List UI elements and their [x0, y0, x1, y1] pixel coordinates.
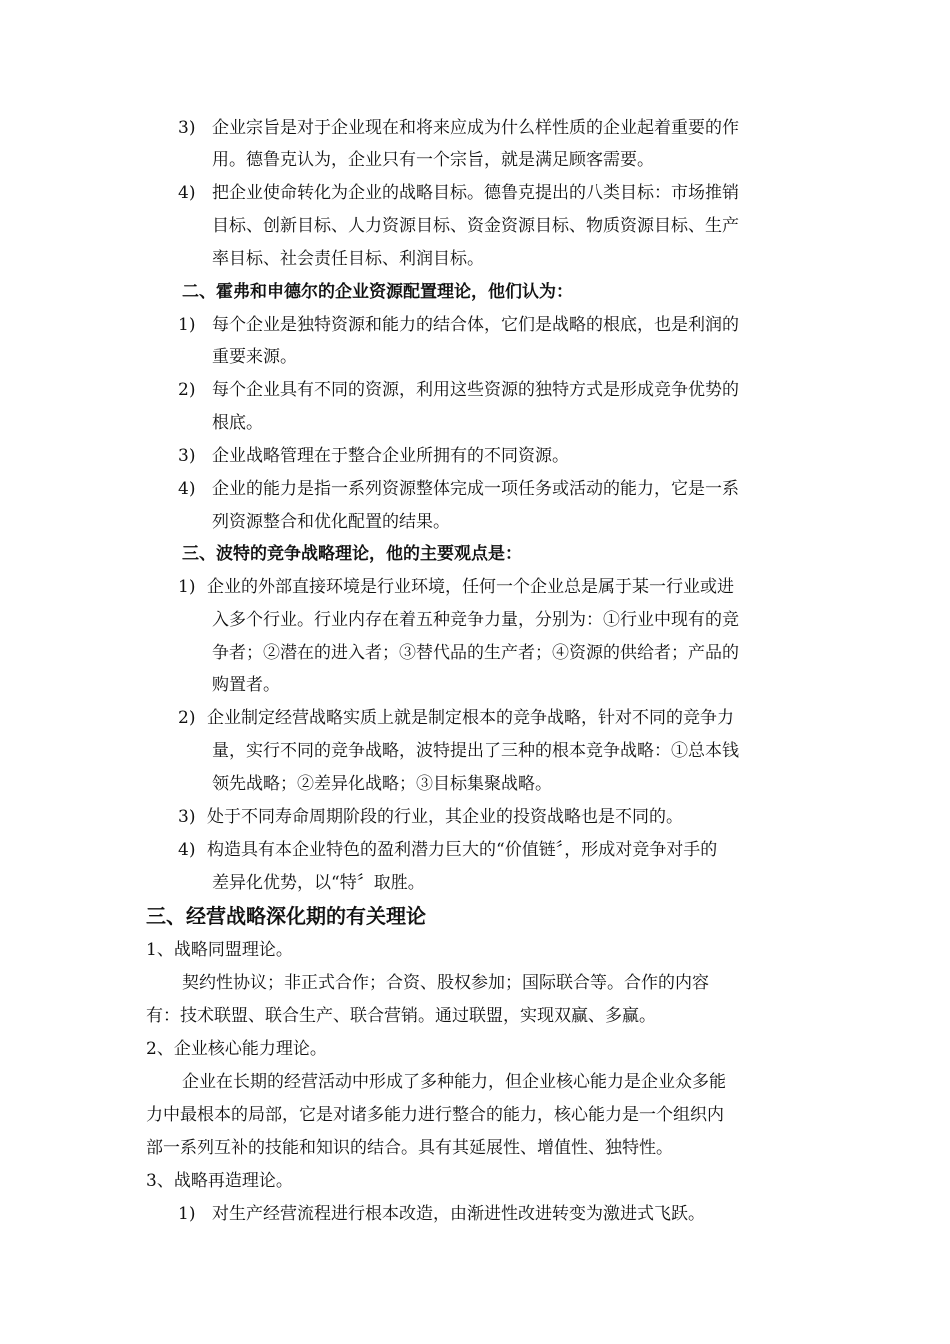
- list-number: 2): [178, 708, 196, 728]
- list-item-line: 根底。: [212, 413, 263, 433]
- list-number: 3): [178, 118, 196, 138]
- list-item-line: 企业宗旨是对于企业现在和将来应成为什么样性质的企业起着重要的作: [212, 118, 739, 138]
- list-item-line: 企业战略管理在于整合企业所拥有的不同资源。: [212, 446, 569, 466]
- section-heading: 二、霍弗和申德尔的企业资源配置理论，他们认为：: [182, 282, 573, 302]
- list-item-line: 用。德鲁克认为，企业只有一个宗旨，就是满足顾客需要。: [212, 150, 654, 170]
- list-number: 1): [178, 315, 196, 335]
- list-number: 4): [178, 183, 196, 203]
- list-number: 3): [178, 807, 196, 827]
- list-item-line: 入多个行业。行业内存在着五种竞争力量，分别为：①行业中现有的竞: [212, 610, 739, 630]
- list-number: 4): [178, 840, 196, 860]
- paragraph-line: 部一系列互补的技能和知识的结合。具有其延展性、增值性、独特性。: [146, 1138, 673, 1158]
- list-item-line: 对生产经营流程进行根本改造，由渐进性改进转变为激进式飞跃。: [212, 1204, 705, 1224]
- subsection-title: 1、战略同盟理论。: [146, 940, 293, 960]
- list-item-line: 购置者。: [212, 675, 280, 695]
- list-item-line: 领先战略；②差异化战略；③目标集聚战略。: [212, 774, 552, 794]
- list-item-line: 构造具有本企业特色的盈利潜力巨大的“价值链〞，形成对竞争对手的: [207, 840, 718, 860]
- list-number: 4): [178, 479, 196, 499]
- list-number: 2): [178, 380, 196, 400]
- list-item-line: 每个企业是独特资源和能力的结合体，它们是战略的根底，也是利润的: [212, 315, 739, 335]
- subsection-title: 2、企业核心能力理论。: [146, 1039, 327, 1059]
- list-item-line: 企业的外部直接环境是行业环境，任何一个企业总是属于某一行业或进: [207, 577, 734, 597]
- list-item-line: 率目标、社会责任目标、利润目标。: [212, 249, 484, 269]
- list-item-line: 重要来源。: [212, 347, 297, 367]
- list-item-line: 差异化优势，以“特〞取胜。: [212, 873, 425, 893]
- section-heading: 三、波特的竞争战略理论，他的主要观点是：: [182, 544, 522, 564]
- list-item-line: 把企业使命转化为企业的战略目标。德鲁克提出的八类目标：市场推销: [212, 183, 739, 203]
- paragraph-line: 力中最根本的局部，它是对诸多能力进行整合的能力，核心能力是一个组织内: [146, 1105, 724, 1125]
- list-item-line: 企业制定经营战略实质上就是制定根本的竞争战略，针对不同的竞争力: [207, 708, 734, 728]
- list-item-line: 每个企业具有不同的资源，利用这些资源的独特方式是形成竞争优势的: [212, 380, 739, 400]
- list-item-line: 争者；②潜在的进入者；③替代品的生产者；④资源的供给者；产品的: [212, 643, 739, 663]
- list-number: 1): [178, 1204, 196, 1224]
- list-item-line: 处于不同寿命周期阶段的行业，其企业的投资战略也是不同的。: [207, 807, 683, 827]
- paragraph-line: 企业在长期的经营活动中形成了多种能力，但企业核心能力是企业众多能: [182, 1072, 726, 1092]
- list-item-line: 目标、创新目标、人力资源目标、资金资源目标、物质资源目标、生产: [212, 216, 739, 236]
- subsection-title: 3、战略再造理论。: [146, 1171, 293, 1191]
- chapter-heading: 三、经营战略深化期的有关理论: [146, 904, 426, 928]
- paragraph-line: 契约性协议；非正式合作；合资、股权参加；国际联合等。合作的内容: [182, 973, 709, 993]
- list-number: 1): [178, 577, 196, 597]
- list-number: 3): [178, 446, 196, 466]
- paragraph-line: 有：技术联盟、联合生产、联合营销。通过联盟，实现双赢、多赢。: [146, 1006, 656, 1026]
- list-item-line: 量，实行不同的竞争战略，波特提出了三种的根本竞争战略：①总本钱: [212, 741, 739, 761]
- list-item-line: 列资源整合和优化配置的结果。: [212, 512, 450, 532]
- list-item-line: 企业的能力是指一系列资源整体完成一项任务或活动的能力，它是一系: [212, 479, 739, 499]
